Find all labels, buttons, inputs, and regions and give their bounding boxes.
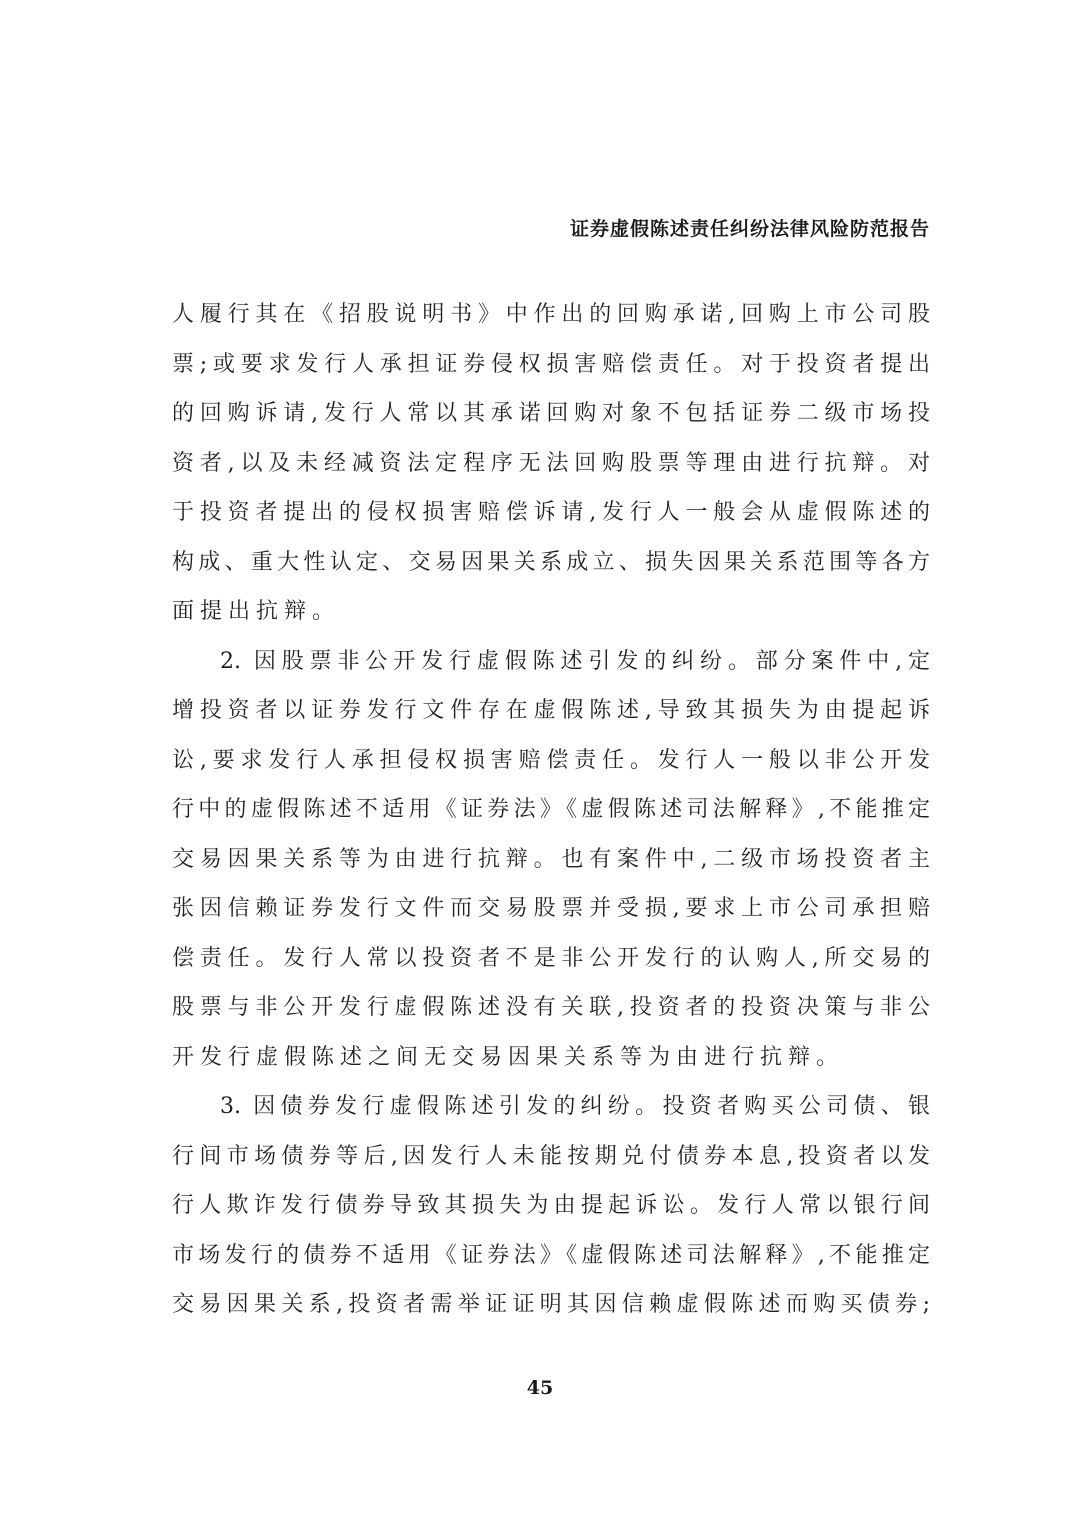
text-line: 行中的虚假陈述不适用《证券法》《虚假陈述司法解释》,不能推定 — [172, 797, 930, 822]
page-number: 45 — [526, 1377, 554, 1399]
body-text — [172, 290, 930, 1330]
text-line: 交易因果关系等为由进行抗辩。也有案件中,二级市场投资者主 — [172, 846, 930, 872]
text-line: 开发行虚假陈述之间无交易因果关系等为由进行抗辩。 — [172, 1044, 845, 1070]
text-line: 于投资者提出的侵权损害赔偿诉请,发行人一般会从虚假陈述的 — [172, 500, 930, 525]
text-line: 资者,以及未经减资法定程序无法回购股票等理由进行抗辩。对 — [172, 450, 930, 476]
text-line: 增投资者以证券发行文件存在虚假陈述,导致其损失为由提起诉 — [172, 698, 930, 723]
text-line: 股票与非公开发行虚假陈述没有关联,投资者的投资决策与非公 — [172, 995, 930, 1020]
paragraph-3-first-line: 3. 因债券发行虚假陈述引发的纠纷。投资者购买公司债、银 — [220, 1094, 930, 1119]
text-line: 讼,要求发行人承担侵权损害赔偿责任。发行人一般以非公开发 — [172, 747, 930, 773]
text-line: 偿责任。发行人常以投资者不是非公开发行的认购人,所交易的 — [172, 945, 930, 971]
paragraph-2-first-line: 2. 因股票非公开发行虚假陈述引发的纠纷。部分案件中,定 — [220, 648, 930, 674]
text-line: 的回购诉请,发行人常以其承诺回购对象不包括证券二级市场投 — [172, 401, 930, 426]
text-line: 市场发行的债券不适用《证券法》《虚假陈述司法解释》,不能推定 — [172, 1242, 930, 1268]
text-line: 面提出抗辩。 — [172, 599, 341, 624]
text-line: 票;或要求发行人承担证券侵权损害赔偿责任。对于投资者提出 — [172, 351, 930, 377]
text-line: 交易因果关系,投资者需举证证明其因信赖虚假陈述而购买债券; — [172, 1292, 930, 1317]
text-line: 行人欺诈发行债券导致其损失为由提起诉讼。发行人常以银行间 — [172, 1193, 930, 1218]
text-line: 张因信赖证券发行文件而交易股票并受损,要求上市公司承担赔 — [172, 896, 930, 921]
running-header-title: 证券虚假陈述责任纠纷法律风险防范报告 — [569, 218, 930, 240]
text-line: 行间市场债券等后,因发行人未能按期兑付债券本息,投资者以发 — [172, 1143, 930, 1169]
text-line: 人履行其在《招股说明书》中作出的回购承诺,回购上市公司股 — [172, 302, 930, 327]
text-line: 构成、重大性认定、交易因果关系成立、损失因果关系范围等各方 — [172, 549, 930, 575]
